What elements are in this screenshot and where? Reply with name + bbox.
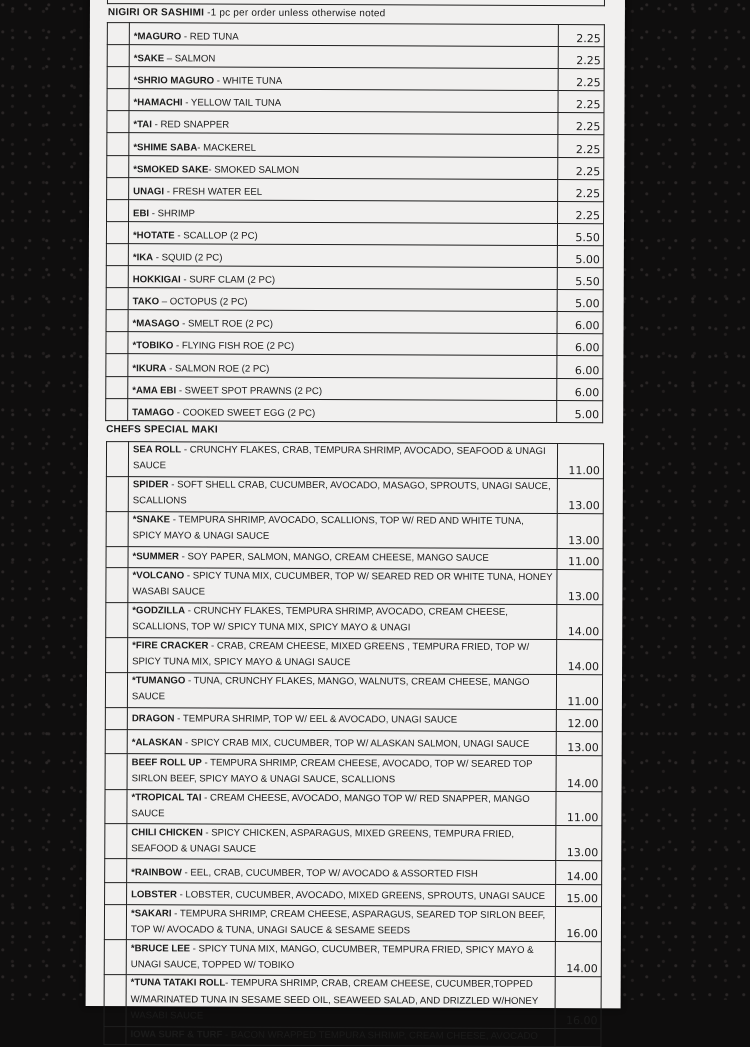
item-price: 13.00 — [557, 569, 603, 604]
item-name: *AMA EBI — [132, 384, 177, 396]
item-cell — [127, 859, 556, 885]
menu-item-row — [107, 155, 604, 179]
row-gutter — [106, 288, 128, 310]
row-gutter — [107, 89, 129, 111]
item-name: TAMAGO — [132, 406, 175, 419]
item-price: 14.00 — [555, 942, 601, 977]
item-description: - BACON WRAPPED TEMPURA SHRIMP, CREAM CHEESE, AVOCADO — [222, 1029, 538, 1042]
nigiri-table — [105, 22, 605, 423]
menu-item-row — [106, 354, 603, 378]
row-gutter — [106, 310, 128, 332]
row-gutter — [106, 476, 128, 511]
item-name: *MAGURO — [133, 31, 182, 43]
row-gutter — [105, 883, 127, 905]
item-description: - SURF CLAM (2 PC) — [180, 274, 276, 286]
menu-item-row — [105, 753, 602, 791]
item-cell — [128, 376, 557, 400]
item-price — [555, 1028, 601, 1047]
item-cell — [127, 789, 556, 826]
item-description: - SCALLOP (2 PC) — [174, 230, 258, 242]
row-gutter — [107, 177, 129, 199]
item-description: - TEMPURA SHRIMP, CREAM CHEESE, AVOCADO, TOP W/ SEARED TOP SIRLON BEEF, SPICY MAYO & UNAGI SAUCE, SCALLIONS — [131, 757, 533, 786]
item-description: – SALMON — [164, 53, 216, 65]
row-gutter — [105, 729, 127, 753]
row-gutter — [105, 859, 127, 883]
item-name: *IKURA — [132, 362, 167, 374]
item-name: *TROPICAL TAI — [131, 791, 202, 804]
item-description: - SMELT ROE (2 PC) — [179, 318, 273, 331]
item-cell — [129, 67, 558, 91]
item-description: - YELLOW TAIL TUNA — [182, 97, 282, 110]
menu-item-row — [106, 398, 603, 422]
item-description: - TEMPURA SHRIMP, TOP W/ EEL & AVOCADO, UNAGI SAUCE — [174, 713, 458, 726]
item-name: *TUMANGO — [131, 675, 186, 687]
item-name: *GODZILLA — [132, 605, 186, 617]
item-description: - TEMPURA SHRIMP, AVOCADO, SCALLIONS, TOP W/ RED AND WHITE TUNA, SPICY MAYO & UNAGI SAUCE — [132, 514, 524, 543]
item-description: - RED SNAPPER — [151, 119, 230, 132]
item-price: 6.00 — [557, 378, 603, 400]
row-gutter — [106, 567, 128, 602]
menu-item-row — [105, 824, 602, 861]
maki-table — [103, 441, 604, 1047]
item-description: - SPICY TUNA MIX, MANGO, CUCUMBER, TEMPURA FRIED, SPICY MAYO & UNAGI SAUCE, TOPPED W/ TOBIKO — [130, 943, 534, 971]
item-description: - TUNA, CRUNCHY FLAKES, MANGO, WALNUTS, CREAM CHEESE, MANGO SAUCE — [131, 675, 530, 703]
item-name: *HOTATE — [132, 230, 175, 242]
item-name: *MASAGO — [132, 318, 180, 330]
previous-section-table-edge — [107, 0, 605, 6]
row-gutter — [105, 707, 127, 729]
item-price: 16.00 — [555, 977, 601, 1028]
item-price: 11.00 — [557, 548, 603, 569]
row-gutter — [107, 67, 129, 89]
item-cell — [128, 266, 557, 290]
row-gutter — [106, 376, 128, 398]
item-cell — [126, 975, 555, 1028]
menu-item-row — [105, 859, 602, 885]
item-cell — [129, 23, 558, 47]
menu-item-row — [107, 177, 604, 201]
menu-item-row — [104, 1026, 601, 1047]
item-name: DRAGON — [131, 713, 175, 725]
item-description: - MACKEREL — [197, 142, 256, 154]
row-gutter — [106, 511, 128, 546]
item-price: 13.00 — [557, 513, 603, 548]
row-gutter — [105, 753, 127, 789]
item-price: 6.00 — [557, 356, 603, 378]
item-name: HOKKIGAI — [132, 274, 181, 286]
item-name: *TUNA TATAKI ROLL — [130, 977, 226, 990]
item-name: *SNAKE — [132, 514, 171, 526]
menu-item-row — [107, 89, 604, 113]
item-description: - TEMPURA SHRIMP, CREAM CHEESE, ASPARAGUS, SEARED TOP SIRLON BEEF, TOP W/ AVOCADO & TUNA, UNAGI SAUCE & SESAME SEEDS — [130, 907, 546, 937]
item-price: 11.00 — [557, 444, 603, 479]
item-price: 14.00 — [556, 861, 602, 885]
menu-item-row — [106, 310, 603, 334]
item-description: - SHRIMP — [149, 208, 195, 220]
menu-item-row — [106, 266, 603, 290]
menu-item-row — [106, 637, 603, 674]
item-description: - LOBSTER, CUCUMBER, AVOCADO, MIXED GREENS, SPROUTS, UNAGI SAUCE — [176, 889, 546, 903]
item-cell — [128, 476, 557, 513]
item-description: - SWEET SPOT PRAWNS (2 PC) — [176, 384, 323, 397]
nigiri-section-heading — [108, 7, 385, 19]
item-price: 2.25 — [558, 47, 604, 69]
item-name: *SHIME SABA — [133, 141, 198, 154]
item-price: 2.25 — [558, 113, 604, 135]
item-name: BEEF ROLL UP — [131, 757, 202, 769]
row-gutter — [104, 940, 126, 975]
item-cell — [129, 177, 558, 201]
item-description: - EEL, CRAB, CUCUMBER, TOP W/ AVOCADO & ASSORTED FISH — [181, 867, 478, 880]
item-name: *SMOKED SAKE — [133, 163, 209, 176]
maki-section-heading — [106, 424, 218, 435]
item-description: - SALMON ROE (2 PC) — [166, 362, 270, 375]
item-description: - WHITE TUNA — [214, 75, 283, 88]
item-name: *FIRE CRACKER — [132, 640, 209, 652]
item-cell — [127, 707, 556, 731]
item-description: - COOKED SWEET EGG (2 PC) — [174, 407, 316, 419]
item-price: 13.00 — [556, 731, 602, 755]
item-description: - SOFT SHELL CRAB, CUCUMBER, AVOCADO, MASAGO, SPROUTS, UNAGI SAUCE, SCALLIONS — [132, 479, 551, 507]
item-name: *SAKARI — [130, 907, 172, 919]
row-gutter — [106, 602, 128, 637]
item-description: - CREAM CHEESE, AVOCADO, MANGO TOP W/ RED SNAPPER, MANGO SAUCE — [131, 792, 530, 820]
menu-item-row — [105, 707, 602, 731]
menu-item-row — [106, 332, 603, 356]
menu-item-row — [105, 729, 602, 755]
menu-item-row — [106, 602, 603, 639]
item-description: - SPICY CHICKEN, ASPARAGUS, MIXED GREENS, TEMPURA FRIED, SEAFOOD & UNAGI SAUCE — [131, 827, 515, 855]
item-price: 13.00 — [556, 826, 602, 861]
menu-item-row — [104, 975, 601, 1028]
item-name: EBI — [133, 208, 150, 220]
menu-item-row — [106, 221, 603, 245]
menu-item-row — [104, 940, 601, 977]
item-name: *VOLCANO — [132, 570, 185, 582]
row-gutter — [107, 111, 129, 133]
item-cell — [126, 905, 555, 942]
item-cell — [128, 602, 557, 639]
item-price: 5.50 — [557, 223, 603, 245]
menu-item-row — [106, 546, 603, 569]
row-gutter — [107, 155, 129, 177]
row-gutter — [105, 789, 127, 824]
item-name: *TAI — [133, 119, 152, 131]
item-description: - TEMPURA SHRIMP, CRAB, CREAM CHEESE, CUCUMBER,TOPPED W/MARINATED TUNA IN SESAME SEED OIL, SEAWEED SALAD, AND DRIZZLED W/HONEY WASABI SAUCE — [130, 978, 539, 1022]
item-description: - CRAB, CREAM CHEESE, MIXED GREENS , TEMPURA FRIED, TOP W/ SPICY TUNA MIX, SPICY MAYO & UNAGI SAUCE — [132, 640, 530, 669]
item-cell — [126, 1026, 555, 1046]
item-cell — [128, 398, 557, 422]
item-price: 5.00 — [557, 400, 603, 422]
nigiri-title: NIGIRI OR SASHIMI — [107, 7, 205, 19]
menu-item-row — [107, 111, 604, 135]
item-price: 14.00 — [556, 755, 602, 791]
item-name: LOBSTER — [131, 889, 177, 901]
item-cell — [129, 89, 558, 113]
item-cell — [129, 199, 558, 223]
item-name: SEA ROLL — [132, 444, 182, 456]
item-description: – OCTOPUS (2 PC) — [159, 296, 248, 308]
row-gutter — [104, 905, 126, 940]
item-price: 6.00 — [557, 334, 603, 356]
row-gutter — [107, 199, 129, 221]
row-gutter — [106, 354, 128, 376]
menu-item-row — [105, 672, 602, 709]
item-description: - SPICY TUNA MIX, CUCUMBER, TOP W/ SEARED RED OR WHITE TUNA, HONEY WASABI SAUCE — [132, 570, 553, 598]
item-cell — [128, 310, 557, 334]
item-name: TAKO — [132, 296, 160, 308]
item-price: 11.00 — [556, 674, 602, 709]
item-description: - FLYING FISH ROE (2 PC) — [173, 340, 295, 353]
menu-item-row — [106, 476, 603, 513]
item-cell — [127, 824, 556, 861]
item-name: *HAMACHI — [133, 97, 183, 109]
nigiri-note: -1 pc per order unless otherwise noted — [207, 7, 386, 20]
row-gutter — [106, 637, 128, 672]
menu-item-row — [107, 199, 604, 223]
item-cell — [128, 637, 557, 674]
item-name: *ALASKAN — [131, 737, 183, 749]
item-cell — [128, 567, 557, 604]
item-cell — [128, 354, 557, 378]
item-price: 12.00 — [556, 709, 602, 731]
item-name: IOWA SURF & TURF — [130, 1028, 223, 1041]
menu-item-row — [104, 905, 601, 942]
row-gutter — [104, 975, 126, 1026]
item-cell — [128, 546, 557, 569]
menu-item-row — [107, 67, 604, 91]
item-price: 2.25 — [558, 179, 604, 201]
menu-item-row — [105, 789, 602, 826]
item-description: - RED TUNA — [181, 31, 239, 43]
row-gutter — [104, 1026, 126, 1045]
menu-item-row — [107, 133, 604, 157]
item-name: *SUMMER — [132, 551, 179, 563]
item-description: - CRUNCHY FLAKES, TEMPURA SHRIMP, AVOCADO, CREAM CHEESE, SCALLIONS, TOP W/ SPICY TUNA MIX, SPICY MAYO & UNAGI — [132, 605, 508, 634]
row-gutter — [107, 23, 129, 45]
row-gutter — [106, 398, 128, 420]
item-price: 2.25 — [558, 91, 604, 113]
menu-item-row — [106, 376, 603, 400]
item-description: - SQUID (2 PC) — [153, 252, 223, 264]
row-gutter — [106, 332, 128, 354]
item-price: 5.50 — [557, 268, 603, 290]
item-price: 13.00 — [557, 478, 603, 513]
menu-item-row — [106, 442, 603, 479]
item-cell — [126, 940, 555, 977]
item-cell — [128, 511, 557, 548]
item-price: 2.25 — [558, 25, 604, 47]
item-cell — [128, 288, 557, 312]
menu-item-row — [106, 244, 603, 268]
item-price: 14.00 — [557, 604, 603, 639]
item-price: 2.25 — [558, 157, 604, 179]
item-price: 16.00 — [555, 907, 601, 942]
row-gutter — [105, 672, 127, 707]
row-gutter — [107, 133, 129, 155]
item-price: 15.00 — [556, 885, 602, 907]
item-cell — [129, 133, 558, 157]
item-cell — [128, 332, 557, 356]
row-gutter — [106, 546, 128, 567]
item-price: 2.25 — [558, 135, 604, 157]
item-cell — [127, 753, 556, 791]
item-name: *IKA — [132, 252, 154, 264]
item-description: - SMOKED SALMON — [208, 164, 300, 176]
menu-item-row — [106, 288, 603, 312]
item-price: 2.25 — [558, 69, 604, 91]
menu-item-row — [105, 883, 602, 907]
item-name: SPIDER — [132, 479, 169, 491]
item-description: - SPICY CRAB MIX, CUCUMBER, TOP W/ ALASKAN SALMON, UNAGI SAUCE — [182, 737, 530, 751]
row-gutter — [107, 45, 129, 67]
row-gutter — [106, 266, 128, 288]
item-cell — [127, 729, 556, 755]
row-gutter — [105, 824, 127, 859]
item-price: 5.00 — [557, 245, 603, 267]
item-name: CHILI CHICKEN — [131, 826, 203, 839]
item-description: - CRUNCHY FLAKES, CRAB, TEMPURA SHRIMP, AVOCADO, SEAFOOD & UNAGI SAUCE — [132, 444, 546, 472]
menu-item-row — [107, 45, 604, 69]
item-price: 2.25 — [558, 201, 604, 223]
item-price: 14.00 — [557, 639, 603, 674]
item-name: *BRUCE LEE — [130, 942, 191, 955]
menu-item-row — [106, 567, 603, 604]
item-name: *SAKE — [133, 53, 165, 65]
item-description: - SOY PAPER, SALMON, MANGO, CREAM CHEESE, MANGO SAUCE — [178, 551, 489, 565]
row-gutter — [106, 442, 128, 477]
item-description: - FRESH WATER EEL — [164, 186, 263, 198]
item-cell — [128, 222, 557, 246]
menu-sheet — [86, 0, 625, 1042]
menu-item-row — [107, 23, 604, 47]
item-cell — [127, 883, 556, 907]
item-name: *SHRIO MAGURO — [133, 75, 215, 87]
row-gutter — [106, 221, 128, 243]
item-cell — [128, 244, 557, 268]
item-cell — [129, 45, 558, 69]
item-cell — [129, 111, 558, 135]
item-name: *TOBIKO — [132, 340, 174, 352]
item-name: *RAINBOW — [131, 867, 182, 879]
item-price: 11.00 — [556, 791, 602, 826]
item-cell — [127, 672, 556, 709]
item-name: UNAGI — [133, 185, 165, 198]
item-price: 5.00 — [557, 290, 603, 312]
maki-title: CHEFS SPECIAL MAKI — [106, 424, 218, 436]
item-price: 6.00 — [557, 312, 603, 334]
row-gutter — [106, 244, 128, 266]
item-cell — [128, 442, 557, 479]
item-cell — [129, 155, 558, 179]
menu-item-row — [106, 511, 603, 548]
